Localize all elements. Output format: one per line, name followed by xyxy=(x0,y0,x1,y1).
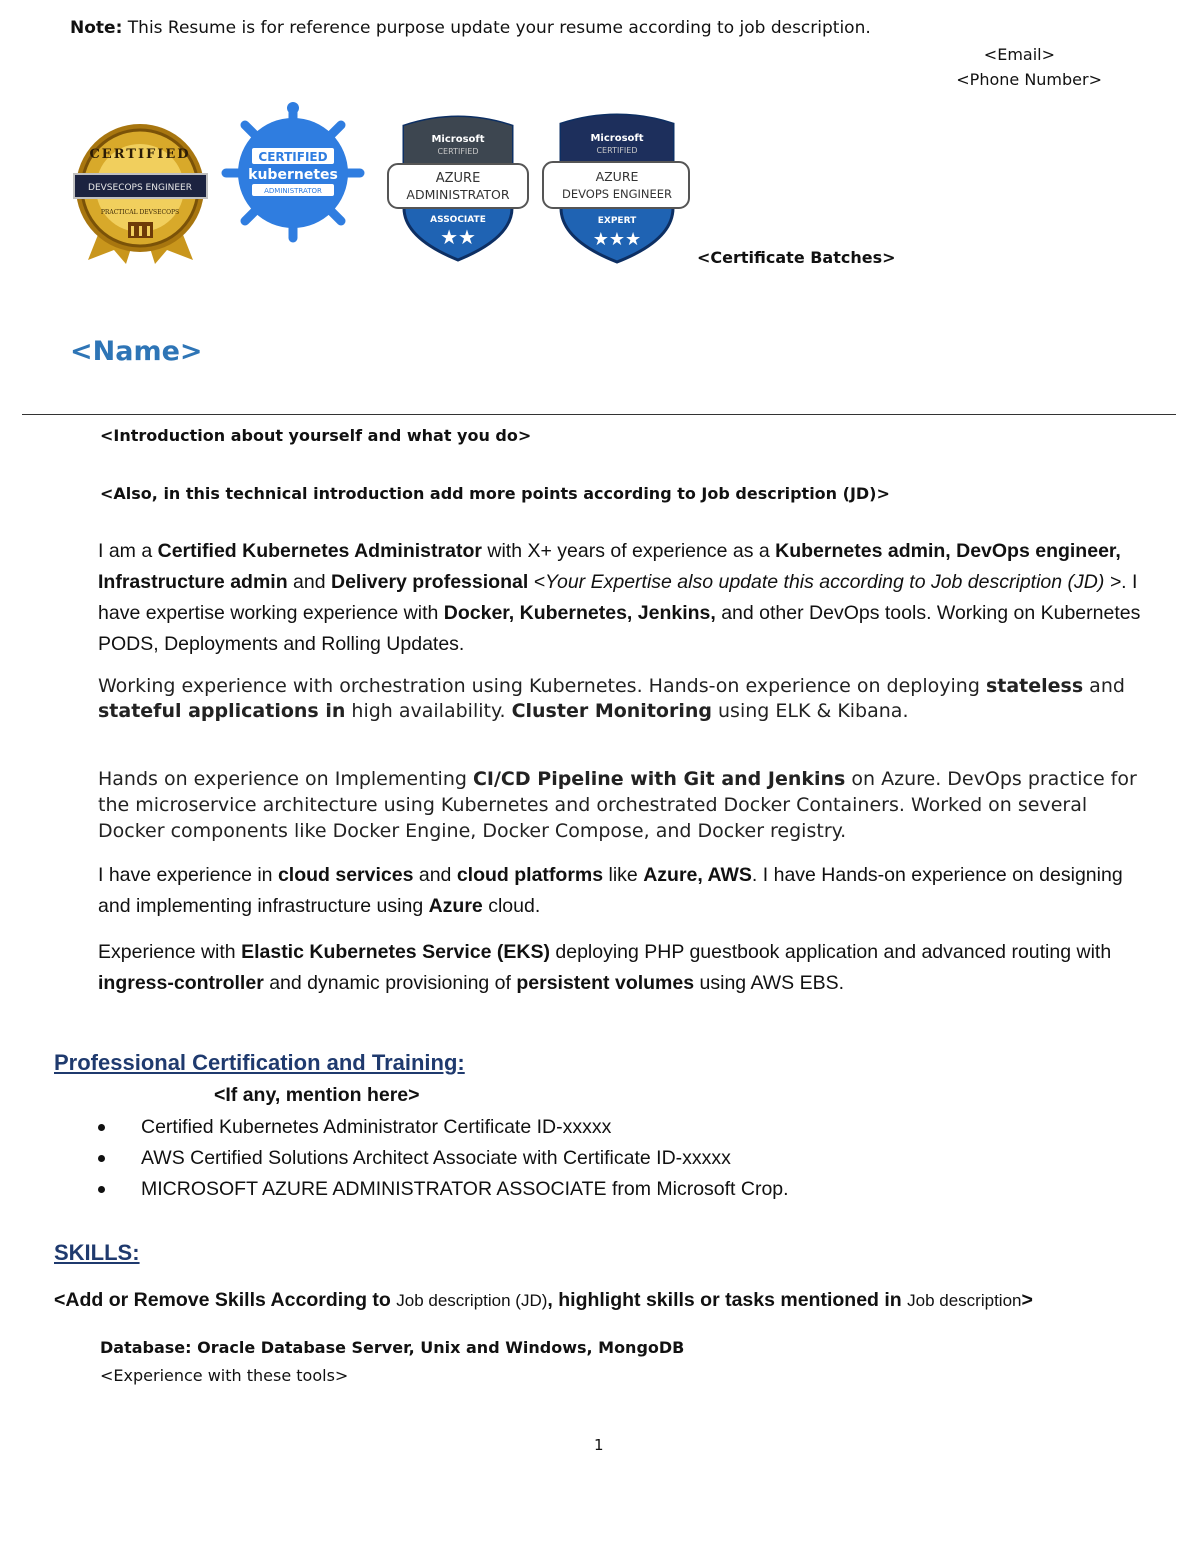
svg-text:DEVOPS ENGINEER: DEVOPS ENGINEER xyxy=(561,187,673,201)
phone-placeholder: <Phone Number> xyxy=(956,70,1102,89)
list-item: MICROSOFT AZURE ADMINISTRATOR ASSOCIATE from Microsoft Crop. xyxy=(98,1174,789,1205)
bullet-icon xyxy=(98,1186,105,1193)
svg-text:DEVSECOPS ENGINEER: DEVSECOPS ENGINEER xyxy=(88,183,192,193)
email-placeholder: <Email> xyxy=(983,45,1055,64)
list-item: AWS Certified Solutions Architect Associate with Certificate ID-xxxxx xyxy=(98,1143,789,1174)
reference-note: Note: This Resume is for reference purpose update your resume according to job description. xyxy=(70,18,871,38)
certificate-batches-label: <Certificate Batches> xyxy=(697,248,896,267)
svg-text:AZURE: AZURE xyxy=(595,169,639,184)
svg-text:ADMINISTRATOR: ADMINISTRATOR xyxy=(264,187,322,195)
intro-placeholder: <Introduction about yourself and what you do> xyxy=(100,426,532,445)
svg-text:kubernetes: kubernetes xyxy=(248,167,338,183)
database-skills: Database: Oracle Database Server, Unix and Windows, MongoDB xyxy=(100,1338,685,1357)
list-item: Certified Kubernetes Administrator Certificate ID-xxxxx xyxy=(98,1112,789,1143)
header-divider xyxy=(22,414,1176,415)
experience-placeholder: <Experience with these tools> xyxy=(100,1366,349,1385)
azure-administrator-badge xyxy=(386,112,531,264)
svg-text:AZURE: AZURE xyxy=(435,171,481,186)
skills-heading: SKILLS: xyxy=(54,1240,140,1265)
svg-text:★★★: ★★★ xyxy=(592,229,642,250)
kubernetes-administrator-badge xyxy=(218,100,368,246)
svg-text:CERTIFIED: CERTIFIED xyxy=(89,147,191,162)
certifications-placeholder: <If any, mention here> xyxy=(214,1084,420,1106)
summary-paragraph-2: Working experience with orchestration using Kubernetes. Hands-on experience on deploying stateless and stateful applications in high availability. Cluster Monitoring using ELK & Kibana. xyxy=(98,675,1125,722)
svg-text:CERTIFIED: CERTIFIED xyxy=(258,150,328,164)
svg-text:PRACTICAL DEVSECOPS: PRACTICAL DEVSECOPS xyxy=(100,209,180,216)
bullet-icon xyxy=(98,1124,105,1131)
summary-paragraph-3: Hands on experience on Implementing CI/CD Pipeline with Git and Jenkins on Azure. DevOps practice for the microservice architecture using Kubernetes and orchestrated Docker Containers. Worked on several Docker components like Docker Engine, Docker Compose, and Docker registry. xyxy=(98,768,1137,842)
svg-text:CERTIFIED: CERTIFIED xyxy=(596,146,638,155)
page-number: 1 xyxy=(594,1436,604,1454)
intro-jd-placeholder: <Also, in this technical introduction add more points according to Job description (JD)> xyxy=(100,484,890,503)
svg-text:ASSOCIATE: ASSOCIATE xyxy=(430,215,486,225)
certifications-list xyxy=(98,1112,789,1205)
bullet-icon xyxy=(98,1155,105,1162)
devsecops-certified-badge xyxy=(68,118,213,266)
svg-text:Microsoft: Microsoft xyxy=(590,133,644,144)
svg-text:EXPERT: EXPERT xyxy=(597,216,637,226)
svg-text:★★: ★★ xyxy=(440,225,476,249)
summary-paragraph-5: Experience with Elastic Kubernetes Service (EKS) deploying PHP guestbook application and advanced routing with ingress-controller and dynamic provisioning of persistent volumes using AWS EBS. xyxy=(98,941,1112,994)
skills-instruction: <Add or Remove Skills According to Job description (JD), highlight skills or tasks mentioned in Job description> xyxy=(54,1289,1033,1311)
svg-text:CERTIFIED: CERTIFIED xyxy=(437,147,479,156)
certifications-heading: Professional Certification and Training: xyxy=(54,1050,465,1075)
summary-paragraph-1: I am a Certified Kubernetes Administrator with X+ years of experience as a Kubernetes admin, DevOps engineer, Infrastructure admin and Delivery professional <Your Expertise also update this according to Job description (JD) >. I have expertise working experience with Docker, Kubernetes, Jenkins, and other DevOps tools. Working on Kubernetes PODS, Deployments and Rolling Updates. xyxy=(98,540,1141,655)
svg-text:ADMINISTRATOR: ADMINISTRATOR xyxy=(406,187,510,202)
svg-text:Microsoft: Microsoft xyxy=(431,134,485,145)
azure-devops-engineer-badge xyxy=(541,110,693,266)
summary-paragraph-4: I have experience in cloud services and cloud platforms like Azure, AWS. I have Hands-on experience on designing and implementing infrastructure using Azure cloud. xyxy=(98,864,1123,917)
candidate-name: <Name> xyxy=(70,336,203,367)
